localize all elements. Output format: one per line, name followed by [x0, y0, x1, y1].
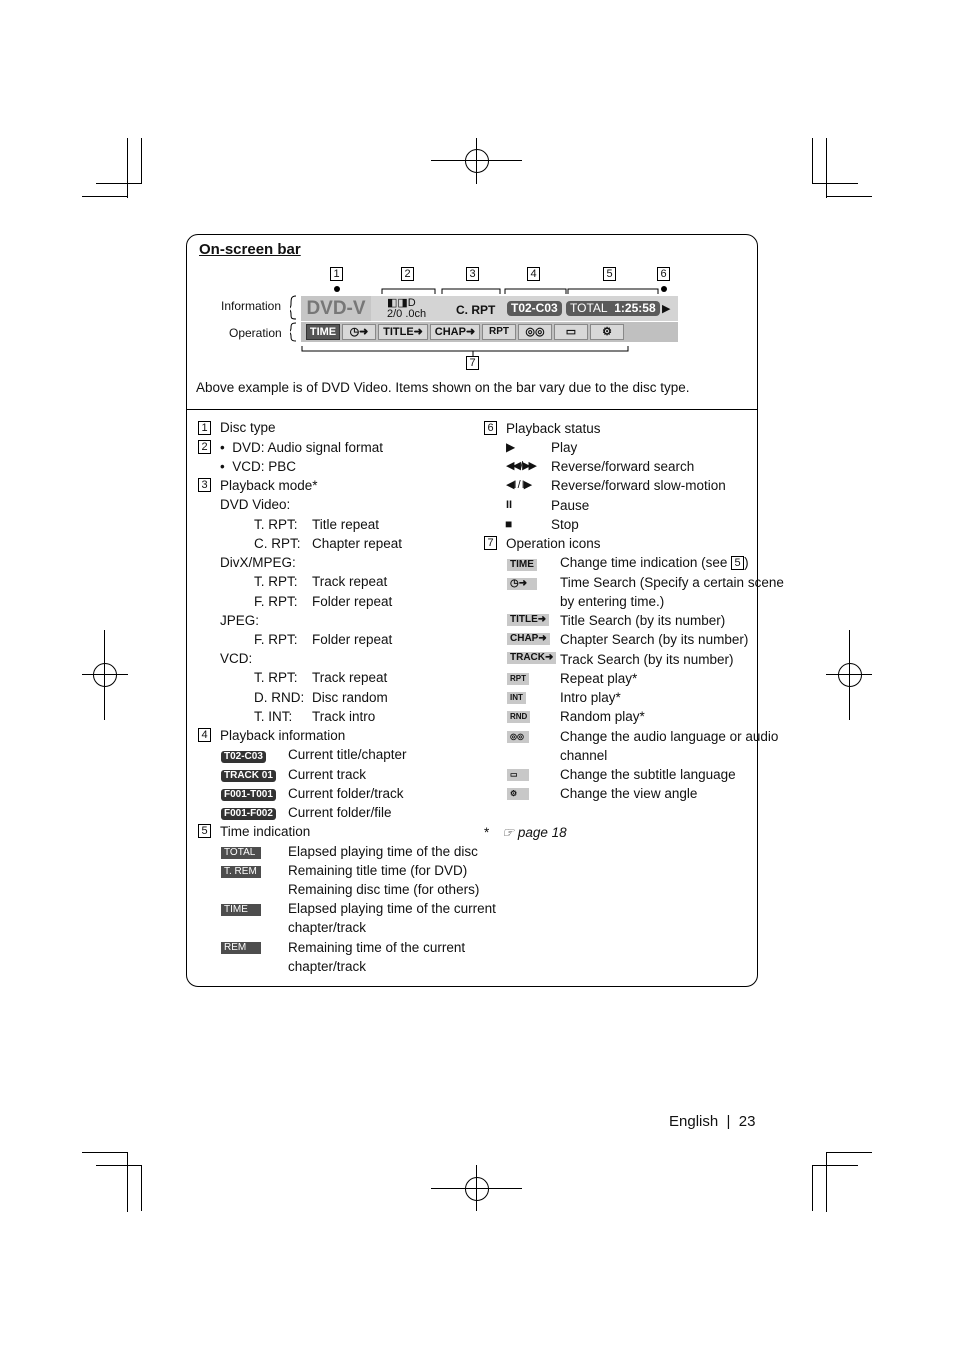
pause-symbol: II	[506, 499, 513, 511]
bullet-vcd: • VCD: PBC	[220, 459, 296, 474]
section-title: On-screen bar	[199, 241, 301, 258]
bullet-dvd: • DVD: Audio signal format	[220, 440, 384, 455]
disc-type: DVD-V	[301, 296, 371, 321]
mode-value: Folder repeat	[312, 632, 393, 647]
op-value: Chapter Search (by its number)	[560, 632, 749, 647]
time-value: chapter/track	[288, 920, 367, 935]
play-icon: ▶	[662, 303, 671, 315]
pointing-hand-icon: ☞	[502, 825, 515, 840]
callout-6: 6	[657, 267, 670, 281]
badge-total: TOTAL	[221, 847, 261, 859]
subtitle-button[interactable]	[554, 324, 588, 340]
op-value: Track Search (by its number)	[560, 652, 734, 667]
mode-value: Folder repeat	[312, 594, 393, 609]
time-value: chapter/track	[288, 959, 367, 974]
op-value: channel	[560, 748, 608, 763]
op-value: Time Search (Specify a certain scene	[560, 575, 784, 590]
random-icon: RND	[507, 711, 530, 723]
callout-7: 7	[466, 356, 479, 370]
op-value: Change the view angle	[560, 786, 698, 801]
badge-folder-track: F001-T001	[221, 789, 276, 801]
callout-2: 2	[401, 267, 414, 281]
callout-4: 4	[527, 267, 540, 281]
status-value: Pause	[551, 498, 590, 513]
info-value: Current folder/file	[288, 805, 392, 820]
mode-value: Chapter repeat	[312, 536, 403, 551]
callout-1: 1	[330, 267, 343, 281]
op-value: Change the subtitle language	[560, 767, 736, 782]
audio-format: ◧◨D 2/0 .0ch	[387, 297, 427, 320]
op-value: Change time indication (see 5 )	[560, 555, 749, 570]
badge-time: TIME	[221, 904, 261, 916]
badge-rem: REM	[221, 942, 261, 954]
op-value: Change the audio language or audio	[560, 729, 779, 744]
title-search-button[interactable]: TITLE➜	[378, 324, 428, 340]
chapter-pill: T02-C03	[507, 301, 562, 316]
time-value: Elapsed playing time of the current	[288, 901, 496, 916]
repeat-icon: RPT	[507, 673, 529, 685]
op-value: by entering time.)	[560, 594, 665, 609]
item-time-indication: Time indication	[220, 824, 311, 839]
group-divx: DivX/MPEG:	[220, 555, 296, 570]
info-value: Current folder/track	[288, 786, 404, 801]
op-value: Random play*	[560, 709, 645, 724]
badge-track: TRACK 01	[221, 770, 276, 782]
time-value: Remaining title time (for DVD)	[288, 863, 468, 878]
info-value: Current track	[288, 767, 367, 782]
title-search-icon: TITLE➜	[507, 614, 549, 626]
playback-mode: C. RPT	[456, 303, 496, 317]
search-symbol: ◀◀ / ▶▶	[506, 460, 536, 472]
repeat-button[interactable]: RPT	[482, 324, 516, 340]
time-search-button[interactable]: ◷➜	[342, 324, 376, 340]
mode-key: F. RPT:	[254, 632, 298, 647]
op-value: Repeat play*	[560, 671, 638, 686]
item-playback-mode: Playback mode*	[220, 478, 318, 493]
badge-title-chapter: T02-C03	[221, 751, 266, 763]
play-symbol: ▶	[506, 440, 516, 454]
group-vcd: VCD:	[220, 651, 253, 666]
status-value: Reverse/forward search	[551, 459, 695, 474]
audio-icon: ◎◎	[507, 731, 529, 743]
mode-key: D. RND:	[254, 690, 305, 705]
audio-icon: ◎◎	[525, 326, 545, 338]
mode-key: T. INT:	[254, 709, 293, 724]
track-search-icon: TRACK➜	[507, 652, 556, 664]
mode-key: F. RPT:	[254, 594, 298, 609]
label-information: Information	[221, 299, 282, 313]
status-value: Play	[551, 440, 578, 455]
group-jpeg: JPEG:	[220, 613, 260, 628]
total-pill: TOTAL 1:25:58	[566, 301, 660, 316]
camera-icon: ⚙	[602, 326, 612, 338]
slow-symbol: ◀I / I▶	[506, 479, 532, 491]
time-value: Remaining time of the current	[288, 940, 466, 955]
item-playback-status: Playback status	[506, 421, 601, 436]
audio-button[interactable]	[518, 324, 552, 340]
footnote-star: *	[484, 825, 490, 840]
mode-key: T. RPT:	[254, 517, 298, 532]
footnote-ref: ☞ page 18	[502, 825, 567, 840]
mode-value: Title repeat	[312, 517, 380, 532]
mode-value: Track repeat	[312, 574, 388, 589]
mode-value: Disc random	[312, 690, 388, 705]
badge-folder-file: F001-F002	[221, 808, 276, 820]
bar-note: Above example is of DVD Video. Items shown on the bar vary due to the disc type.	[196, 380, 690, 395]
mode-key: T. RPT:	[254, 574, 298, 589]
info-value: Current title/chapter	[288, 747, 407, 762]
camera-icon: ⚙	[507, 788, 529, 800]
time-value: Remaining disc time (for others)	[288, 882, 480, 897]
page-footer: English | 23	[669, 1113, 756, 1130]
group-dvd-video: DVD Video:	[220, 497, 291, 512]
subtitle-icon: ▭	[565, 326, 577, 338]
chapter-search-button[interactable]: CHAP➜	[430, 324, 480, 340]
angle-button[interactable]	[590, 324, 624, 340]
time-icon: TIME	[507, 559, 537, 571]
mode-key: T. RPT:	[254, 670, 298, 685]
item-playback-info: Playback information	[220, 728, 346, 743]
time-value: Elapsed playing time of the disc	[288, 844, 478, 859]
time-button[interactable]: TIME	[306, 324, 340, 340]
callout-5: 5	[603, 267, 616, 281]
label-operation: Operation	[229, 326, 282, 340]
mode-key: C. RPT:	[254, 536, 301, 551]
dolby-icon: ◧◨	[387, 297, 408, 309]
callout-3: 3	[466, 267, 479, 281]
item-operation-icons: Operation icons	[506, 536, 601, 551]
item-disc-type: Disc type	[220, 420, 276, 435]
mode-value: Track repeat	[312, 670, 388, 685]
mode-value: Track intro	[312, 709, 376, 724]
status-value: Stop	[551, 517, 579, 532]
chapter-search-icon: CHAP➜	[507, 633, 550, 645]
intro-icon: INT	[507, 692, 526, 704]
time-search-icon: ◷➜	[507, 578, 537, 590]
panel-divider	[187, 409, 758, 410]
stop-symbol: ■	[505, 517, 513, 531]
op-value: Intro play*	[560, 690, 621, 705]
subtitle-icon: ▭	[507, 769, 529, 781]
badge-t-rem: T. REM	[221, 866, 261, 878]
status-value: Reverse/forward slow-motion	[551, 478, 726, 493]
op-value: Title Search (by its number)	[560, 613, 726, 628]
